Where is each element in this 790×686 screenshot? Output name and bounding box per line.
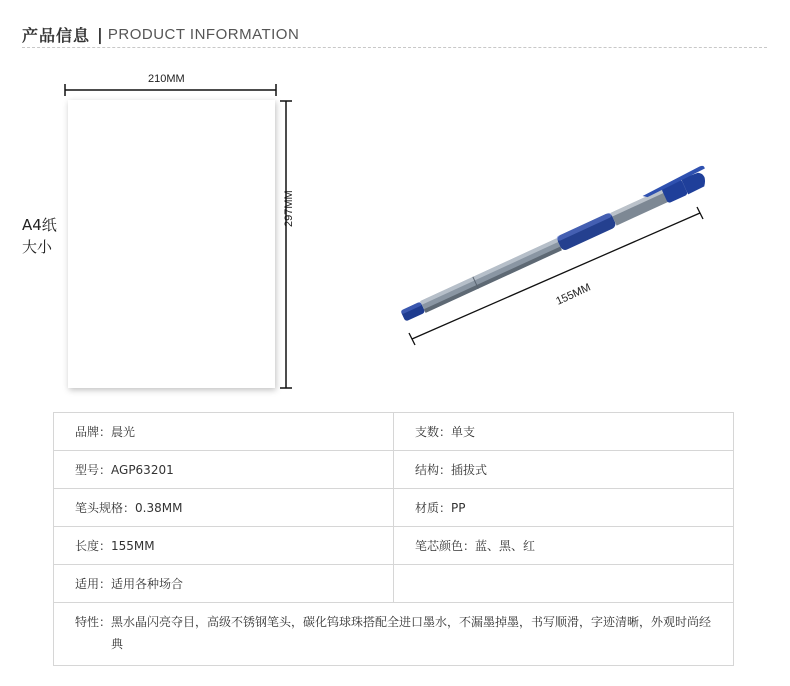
- paper-caption-line2: 大小: [22, 238, 53, 256]
- paper-caption-line1: A4纸: [22, 216, 57, 234]
- spec-value: 单支: [451, 425, 476, 439]
- header-title-en: PRODUCT INFORMATION: [107, 25, 300, 43]
- spec-key: 适用：: [75, 577, 112, 591]
- spec-structure: [394, 451, 734, 489]
- spec-refill-colors: [394, 527, 734, 565]
- spec-key: 特性：: [75, 615, 112, 629]
- spec-key: 长度：: [75, 539, 112, 553]
- spec-empty-cell: [394, 565, 734, 603]
- spec-features: [54, 603, 734, 666]
- table-row: [54, 565, 734, 603]
- spec-table: [53, 412, 734, 666]
- table-row: [54, 413, 734, 451]
- spec-value: 155MM: [111, 539, 155, 553]
- spec-key: 结构：: [415, 463, 452, 477]
- header-title-cn: 产品信息: [22, 25, 91, 45]
- table-row: [54, 527, 734, 565]
- spec-length: [54, 527, 394, 565]
- spec-value: 插拔式: [451, 463, 488, 477]
- header-separator: |: [97, 24, 103, 44]
- table-row: [54, 451, 734, 489]
- spec-value: AGP63201: [111, 463, 174, 477]
- paper-height-dimension: [280, 101, 292, 388]
- spec-model: [54, 451, 394, 489]
- paper-height-label: 297MM: [283, 190, 295, 227]
- table-row: [54, 603, 734, 666]
- paper-width-dimension: [65, 84, 276, 96]
- spec-value: 0.38MM: [135, 501, 183, 515]
- pen-length-label: 155MM: [554, 281, 593, 308]
- table-row: [54, 489, 734, 527]
- spec-key: 笔芯颜色：: [415, 539, 476, 553]
- spec-brand: [54, 413, 394, 451]
- spec-usage: [54, 565, 394, 603]
- spec-key: 品牌：: [75, 425, 112, 439]
- spec-key: 笔头规格：: [75, 501, 136, 515]
- spec-material: [394, 489, 734, 527]
- spec-key: 型号：: [75, 463, 112, 477]
- paper-width-label: 210MM: [148, 73, 185, 85]
- spec-value: PP: [451, 501, 466, 515]
- spec-value: 黑水晶闪亮夺目，高级不锈钢笔头，碳化钨球珠搭配全进口墨水，不漏墨掉墨，书写顺滑，字迹清晰，外观时尚经典: [111, 615, 712, 651]
- pen-length-dimension: [409, 207, 703, 345]
- spec-quantity: [394, 413, 734, 451]
- spec-key: 支数：: [415, 425, 452, 439]
- spec-key: 材质：: [415, 501, 452, 515]
- spec-value: 蓝、黑、红: [475, 539, 536, 553]
- spec-tip-size: [54, 489, 394, 527]
- spec-value: 晨光: [111, 425, 136, 439]
- spec-value: 适用各种场合: [111, 577, 184, 591]
